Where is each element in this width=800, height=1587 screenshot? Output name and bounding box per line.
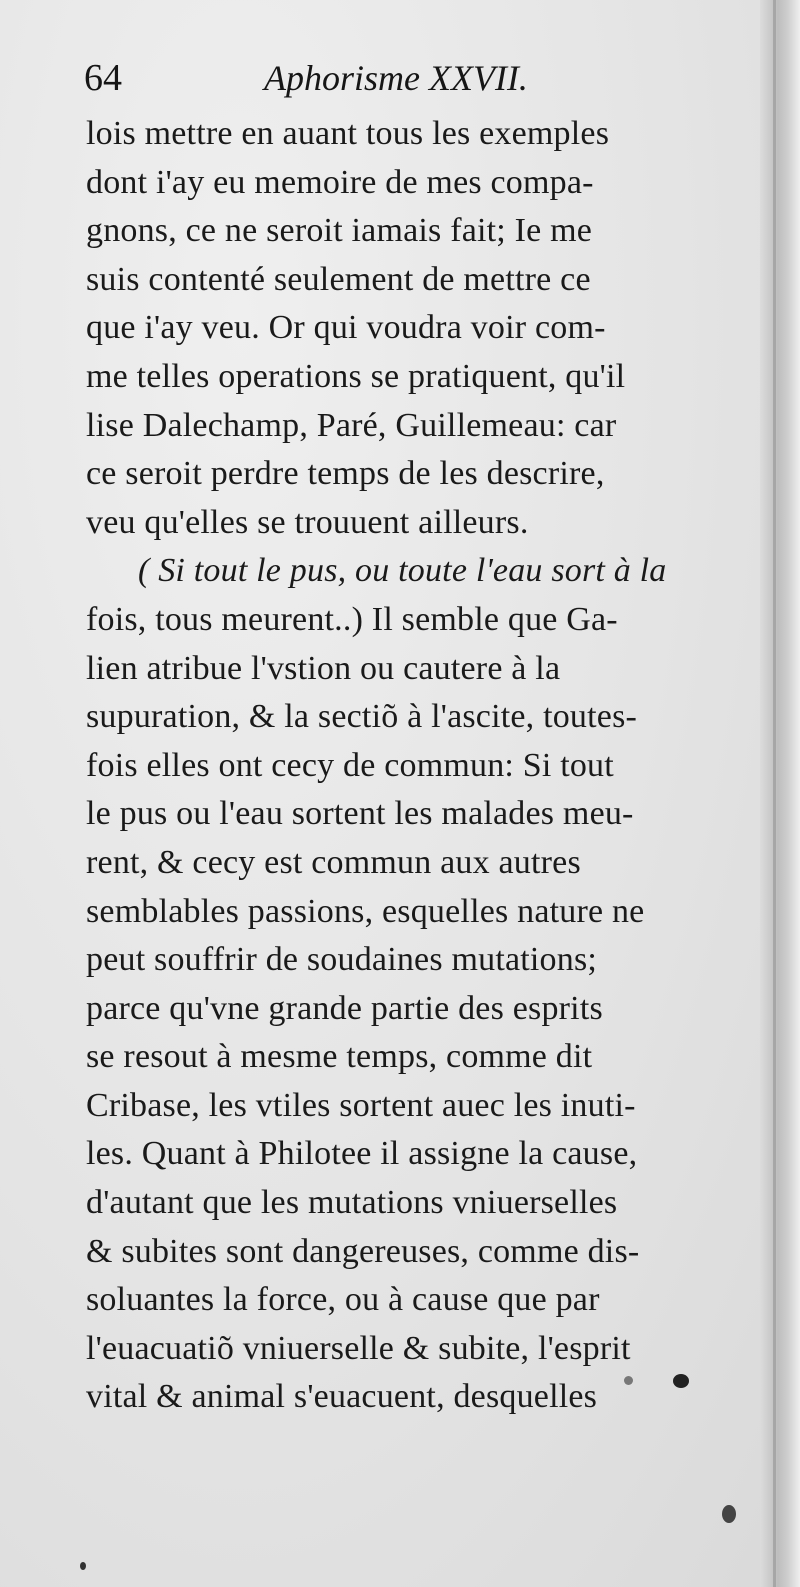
ink-spot xyxy=(722,1505,736,1523)
text-line-quote: ( Si tout le pus, ou toute l'eau sort à la xyxy=(138,552,667,590)
text-line: rent, & cecy est commun aux autres xyxy=(86,843,581,881)
text-line: vital & animal s'euacuent, desquelles xyxy=(86,1378,598,1416)
text-line: me telles operations se pratiquent, qu'il xyxy=(86,357,626,395)
text-line: se resout à mesme temps, comme dit xyxy=(86,1038,593,1076)
text-line: Cribase, les vtiles sortent auec les inuti- xyxy=(86,1086,636,1124)
running-head: Aphorisme XXVII. xyxy=(264,58,528,98)
body-text xyxy=(86,110,746,1422)
text-line: supuration, & la sectiõ à l'ascite, toutes- xyxy=(86,698,638,736)
ink-spot xyxy=(624,1376,633,1385)
text-line: le pus ou l'eau sortent les malades meu- xyxy=(86,795,634,833)
text-line: fois, tous meurent..) Il semble que Ga- xyxy=(86,600,618,638)
text-line: dont i'ay eu memoire de mes compa- xyxy=(86,163,594,201)
text-line: d'autant que les mutations vniuerselles xyxy=(86,1184,618,1222)
text-line: gnons, ce ne seroit iamais fait; Ie me xyxy=(86,212,593,250)
text-line: lois mettre en auant tous les exemples xyxy=(86,115,610,152)
page-header xyxy=(84,52,644,104)
text-line: l'euacuatiõ vniuerselle & subite, l'esprit xyxy=(86,1329,631,1367)
text-line: fois elles ont cecy de commun: Si tout xyxy=(86,746,614,784)
page-gutter xyxy=(760,0,800,1587)
page-number: 64 xyxy=(84,57,122,99)
gutter-shadow-line xyxy=(773,0,776,1587)
text-line: semblables passions, esquelles nature ne xyxy=(86,892,645,930)
text-line: & subites sont dangereuses, comme dis- xyxy=(86,1232,640,1270)
text-line: ce seroit perdre temps de les descrire, xyxy=(86,455,605,493)
text-line: que i'ay veu. Or qui voudra voir com- xyxy=(86,309,606,347)
text-line: soluantes la force, ou à cause que par xyxy=(86,1281,600,1319)
text-line: veu qu'elles se trouuent ailleurs. xyxy=(86,503,529,541)
text-line: les. Quant à Philotee il assigne la cause, xyxy=(86,1135,638,1173)
text-line: peut souffrir de soudaines mutations; xyxy=(86,941,598,979)
ink-spot xyxy=(80,1562,86,1570)
text-line: suis contenté seulement de mettre ce xyxy=(86,260,591,298)
text-line: parce qu'vne grande partie des esprits xyxy=(86,989,603,1027)
text-line: lise Dalechamp, Paré, Guillemeau: car xyxy=(86,406,617,444)
text-line: lien atribue l'vstion ou cautere à la xyxy=(86,649,561,687)
ink-spot xyxy=(673,1374,689,1388)
